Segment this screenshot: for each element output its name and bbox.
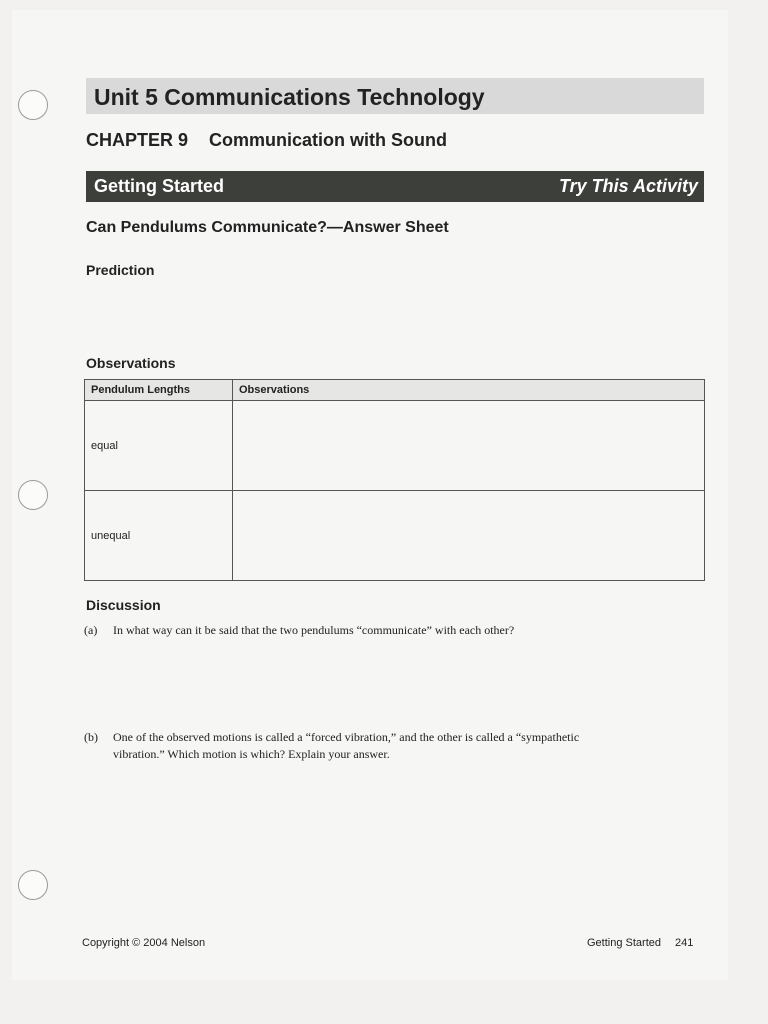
row-length-cell: unequal xyxy=(85,491,233,581)
activity-title: Can Pendulums Communicate?—Answer Sheet xyxy=(86,219,449,236)
table-header-row xyxy=(85,380,705,401)
question-text: In what way can it be said that the two pendulums “communicate” with each other? xyxy=(113,623,515,637)
banner-right-label: Try This Activity xyxy=(558,176,698,196)
footer-section: Getting Started xyxy=(587,937,661,949)
footer-copyright: Copyright © 2004 Nelson xyxy=(82,937,206,949)
row-observation-cell[interactable] xyxy=(233,491,705,581)
question-label: (b) xyxy=(84,730,98,744)
table-row xyxy=(85,491,705,581)
banner-left-label: Getting Started xyxy=(94,176,225,196)
binder-hole-middle xyxy=(18,480,48,510)
table-row xyxy=(85,401,705,491)
question-text: One of the observed motions is called a “forced vibration,” and the other is called a “sympathetic vibration.” Which motion is which? Explain your answer. xyxy=(113,730,580,761)
chapter-number: CHAPTER 9 xyxy=(86,130,189,150)
column-header-lengths: Pendulum Lengths xyxy=(85,380,233,401)
question-b xyxy=(84,729,584,763)
column-header-observations: Observations xyxy=(233,380,705,401)
chapter-heading xyxy=(86,130,447,151)
getting-started-banner xyxy=(86,171,704,202)
question-a xyxy=(84,622,584,639)
row-length-cell: equal xyxy=(85,401,233,491)
row-observation-cell[interactable] xyxy=(233,401,705,491)
unit-title: Unit 5 Communications Technology xyxy=(86,78,704,114)
observations-table xyxy=(84,379,705,581)
page-number: 241 xyxy=(675,937,694,949)
discussion-heading: Discussion xyxy=(86,597,161,613)
prediction-heading: Prediction xyxy=(86,262,155,278)
observations-heading: Observations xyxy=(86,355,176,371)
question-label: (a) xyxy=(84,623,98,637)
chapter-title: Communication with Sound xyxy=(209,130,448,150)
binder-hole-top xyxy=(18,90,48,120)
binder-hole-bottom xyxy=(18,870,48,900)
